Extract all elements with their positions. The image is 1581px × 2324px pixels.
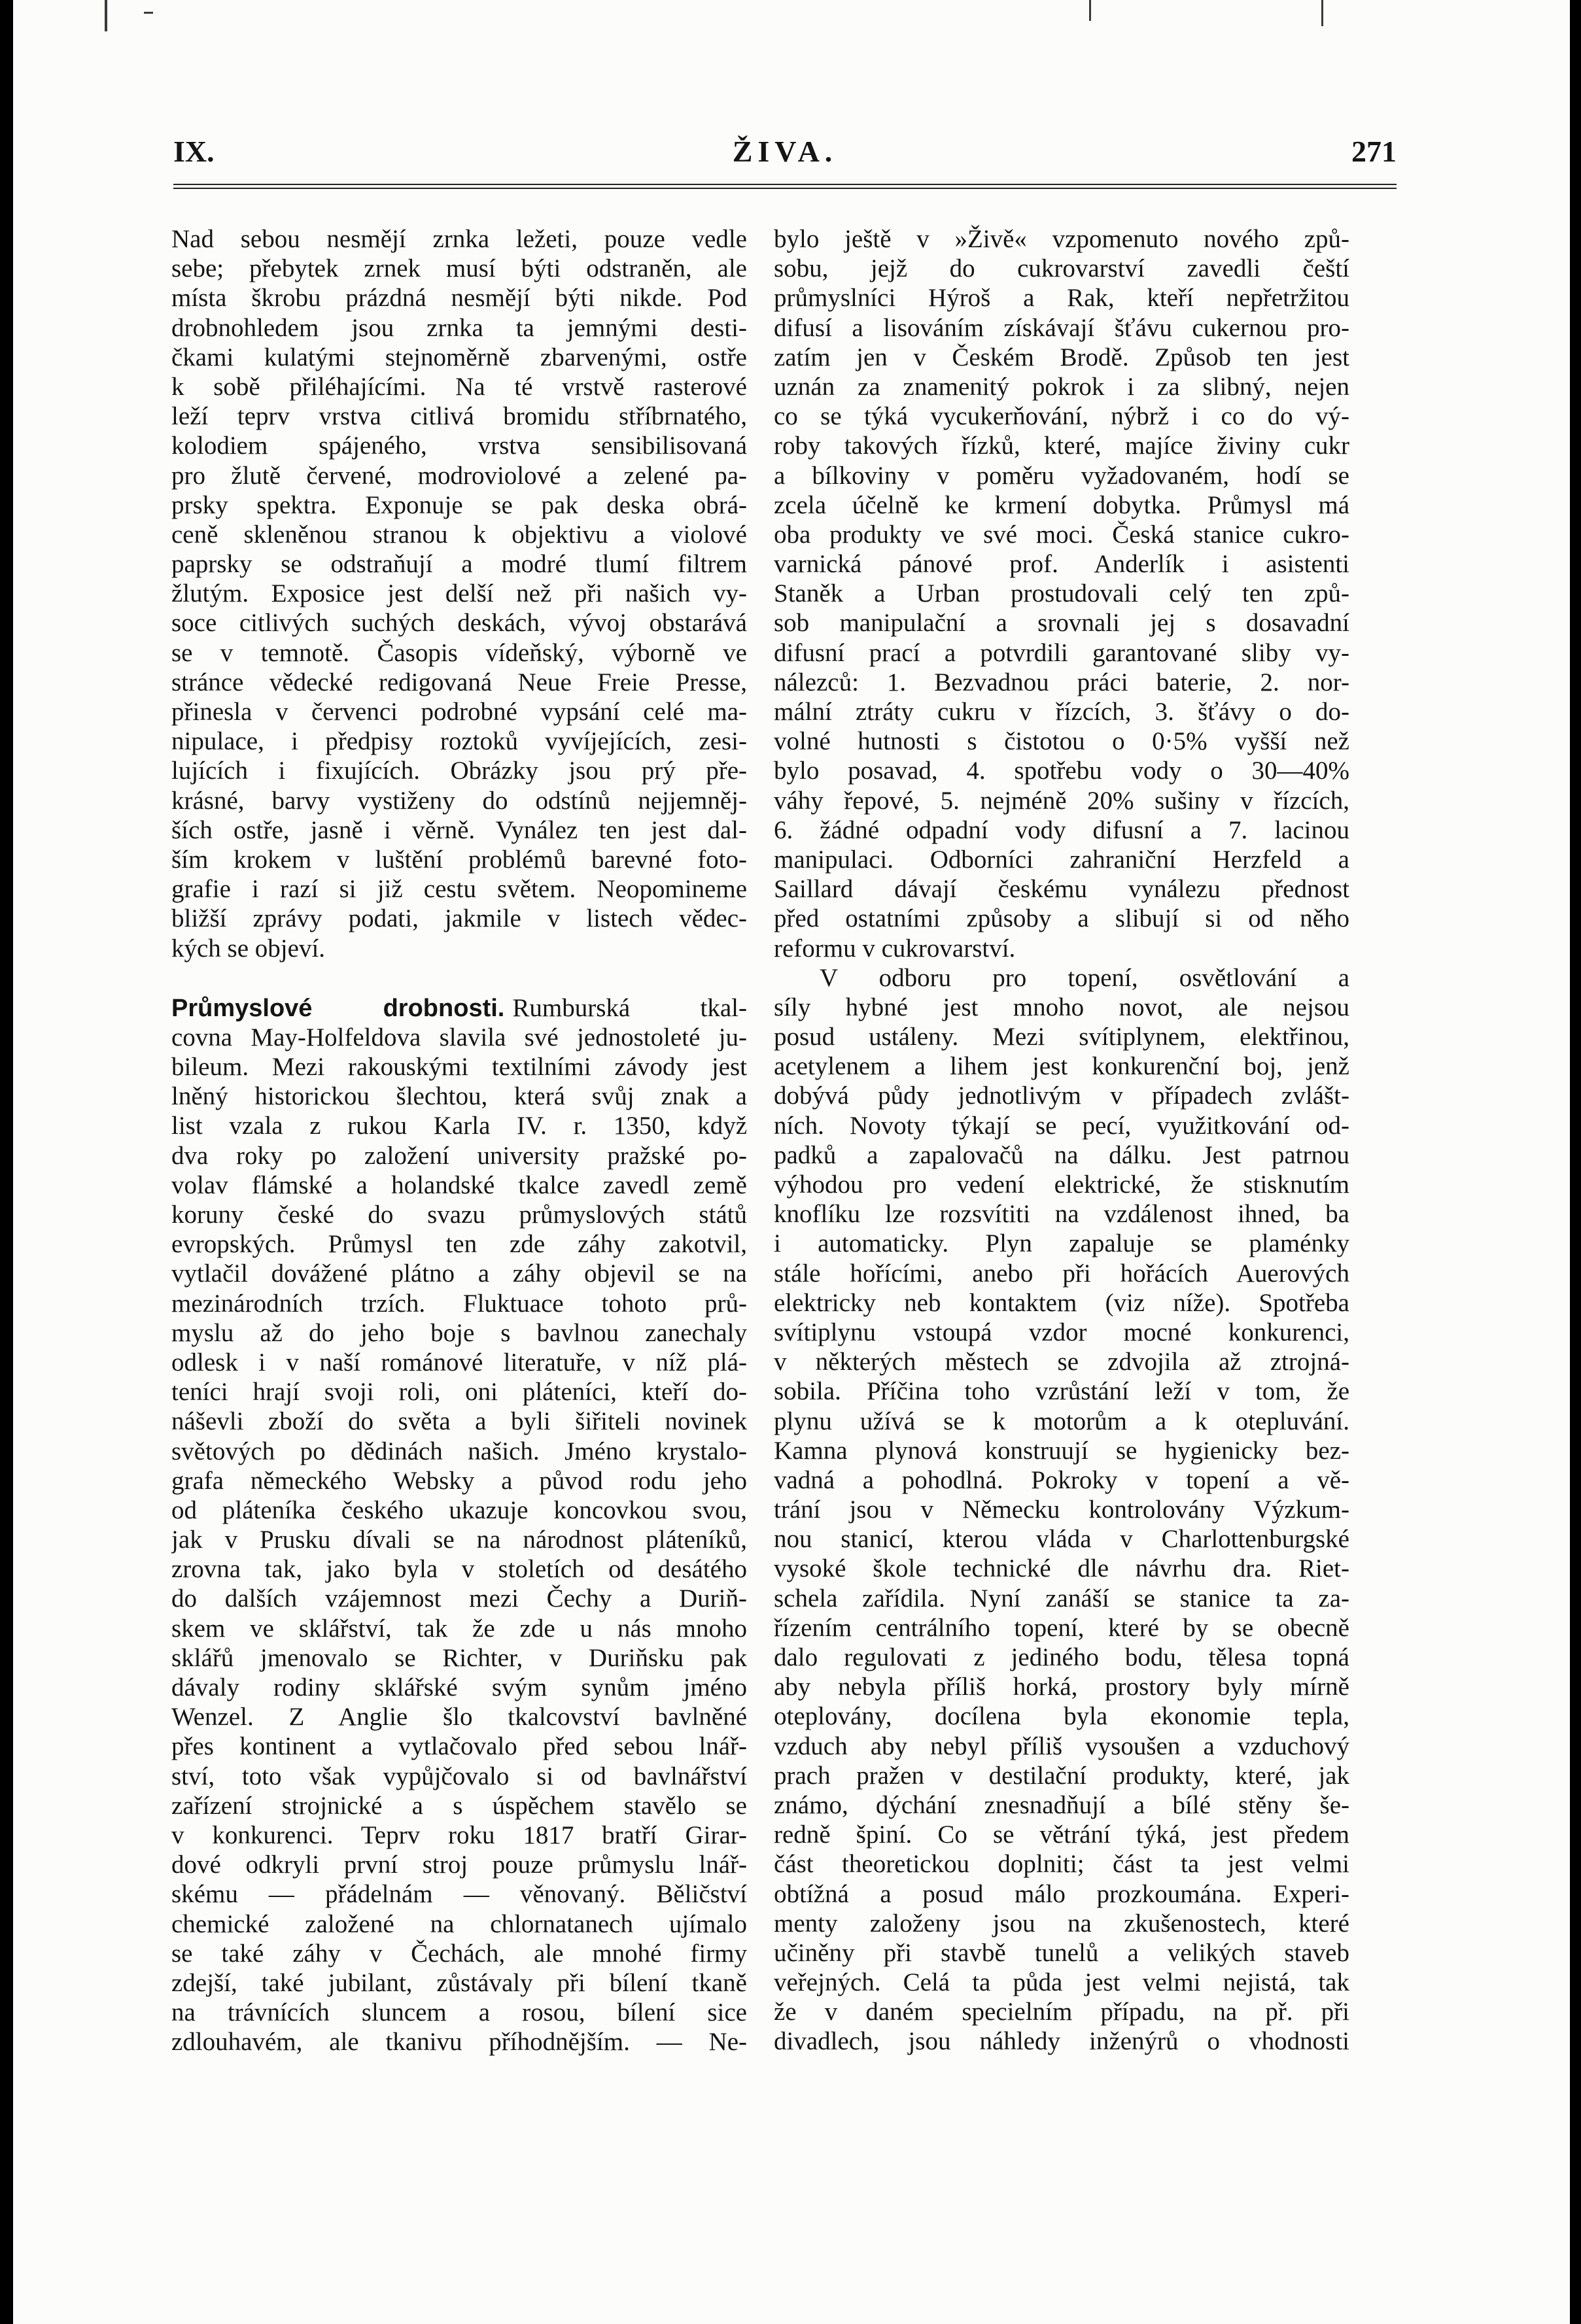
text-line: co se týká vycukerňování, nýbrž i co do vý- (774, 402, 1349, 431)
text-line: Rumburská tkal- (512, 993, 747, 1022)
text-line: kých se objeví. (171, 934, 326, 963)
text-line: zdejší, také jubilant, zůstávaly při bílení tkaně (171, 1968, 747, 1997)
scan-artifact (1089, 0, 1091, 21)
text-line: Kamna plynová konstruují se hygienicky bez- (774, 1436, 1349, 1465)
text-line: světových po dědinách našich. Jméno krystalo- (171, 1437, 747, 1465)
text-line: zrovna tak, jako byla v stoletích od desátého (171, 1555, 747, 1584)
text-line: jak v Prusku dívali se na národnost pláteníků, (171, 1526, 747, 1554)
text-line: zařízení strojnické a s úspěchem stavělo se (171, 1791, 747, 1820)
text-line: váhy řepové, 5. nejméně 20% sušiny v řízcích, (774, 786, 1349, 815)
text-line: drobnohledem jsou zrnka ta jemnými desti- (171, 313, 747, 342)
text-line: dávaly rodiny sklářské svým synům jméno (171, 1673, 747, 1701)
text-line: do dalších vzájemnost mezi Čechy a Duriň- (171, 1584, 747, 1613)
text-line: prach pražen v destilační produkty, které, jak (774, 1761, 1349, 1790)
text-line: ství, toto však vypůjčovalo si od bavlnářství (171, 1762, 747, 1790)
text-line: že v daném specielním případu, na př. při (774, 1998, 1349, 2026)
scan-artifact (144, 12, 153, 14)
text-line: sob manipulační a srovnali jej s dosavadní (774, 609, 1349, 638)
page-number: 271 (1351, 135, 1397, 168)
text-line: část theoretickou doplniti; část ta jest velmi (774, 1850, 1349, 1879)
text-line: kolodiem spájeného, vrstva sensibilisovaná (171, 432, 747, 460)
text-line: nálezců: 1. Bezvadnou práci baterie, 2. nor- (774, 668, 1349, 696)
header-rule (173, 184, 1397, 189)
text-line: prsky spektra. Exponuje se pak deska obrá- (171, 490, 747, 519)
text-line: lujících i fixujících. Obrázky jsou prý pře- (171, 757, 747, 785)
text-line: na trávnících sluncem a rosou, bílení sice (171, 1998, 747, 2027)
journal-title: ŽIVA. (732, 135, 838, 168)
text-line: roby takových řízků, které, majíce živiny cukr (774, 432, 1349, 460)
text-line: ceně skleněnou stranou k objektivu a violové (171, 520, 747, 549)
text-line: difusní prací a potvrdili garantované sliby vy- (774, 638, 1349, 667)
text-line: Wenzel. Z Anglie šlo tkalcovství bavlněné (171, 1703, 747, 1732)
text-line: oteplovány, docílena byla ekonomie tepla, (774, 1702, 1349, 1731)
text-line: stále hořícími, anebo při hořácích Auerových (774, 1259, 1349, 1288)
text-line: lněný historickou šlechtou, která svůj znak a (171, 1082, 747, 1111)
text-line: nipulace, i předpisy roztoků vyvíjejících, zesi- (171, 727, 747, 756)
text-line: pro žlutě červené, modroviolové a zelené pa- (171, 461, 747, 490)
text-line: paprsky se odstraňují a modré tlumí filtrem (171, 550, 747, 579)
text-line: dové odkryli první stroj pouze průmyslu lnář- (171, 1851, 747, 1879)
text-line: dalo regulovati z jediného bodu, tělesa topná (774, 1643, 1349, 1671)
text-line: vzduch aby nebyl příliš vysoušen a vzduchový (774, 1732, 1349, 1760)
text-line: list vzala z rukou Karla IV. r. 1350, když (171, 1112, 747, 1140)
text-line: a bílkoviny v poměru vyžadovaném, hodí se (774, 461, 1349, 490)
text-line: Nad sebou nesmějí zrnka ležeti, pouze vedle (171, 225, 747, 253)
text-line: trání jsou v Německu kontrolovány Výzkum- (774, 1495, 1349, 1524)
section-heading-line (171, 993, 747, 1023)
scan-artifact (105, 0, 107, 31)
text-line: V odboru pro topení, osvětlování a (820, 963, 1349, 992)
text-line: ším krokem v luštění problémů barevné foto- (171, 845, 747, 874)
text-line: síly hybné jest mnoho novot, ale nejsou (774, 993, 1349, 1021)
text-line: plynu užívá se k motorům a k otepluvání. (774, 1407, 1349, 1435)
text-line: dva roky po založení university pražské po- (171, 1141, 747, 1170)
text-line: před ostatními způsoby a slibují si od něho (774, 904, 1349, 933)
text-line: volné hutnosti s čistotou o 0·5% vyšší než (774, 727, 1349, 756)
text-line: vytlačil dovážené plátno a záhy objevil se na (171, 1259, 747, 1288)
text-line: zdlouhavém, ale tkanivu příhodnějším. — Ne- (171, 2028, 747, 2057)
text-line: soce citlivých suchých deskách, vývoj obstarává (171, 609, 747, 638)
text-line: 6. žádné odpadní vody difusní a 7. lacinou (774, 815, 1349, 844)
text-line: zcela účelně ke krmení dobytka. Průmysl má (774, 490, 1349, 519)
text-line: řízením centrálního topení, které by se obecně (774, 1613, 1349, 1642)
text-line: přes kontinent a vytlačovalo před sebou lnář- (171, 1732, 747, 1761)
text-line: vysoké škole technické dle návrhu dra. Riet- (774, 1554, 1349, 1583)
text-line: knoflíku lze rozsvítiti na vzdálenost ihned, ba (774, 1200, 1349, 1229)
text-line: svítiplynu vstoupá vzdor mocné konkurenci, (774, 1318, 1349, 1346)
volume-number: IX. (173, 135, 215, 168)
text-line: teníci hrají svoji roli, oni pláteníci, kteří do- (171, 1378, 747, 1407)
text-line: náševli zboží do světa a byli šiřiteli novinek (171, 1407, 747, 1436)
right-column (774, 224, 1349, 2057)
text-line: aby nebyla příliš horká, prostory byly mírně (774, 1673, 1349, 1701)
section-heading: Průmyslové drobnosti. (171, 994, 505, 1022)
text-line: bylo ještě v »Živě« vzpomenuto nového způ- (774, 225, 1349, 253)
text-line: obtížná a posud málo prozkoumána. Experi- (774, 1879, 1349, 1908)
text-line: výhodou pro vedení elektrické, že stisknutím (774, 1171, 1349, 1199)
text-line: chemické založené na chlornatanech ujímalo (171, 1909, 747, 1938)
text-line: i automaticky. Plyn zapaluje se plaménky (774, 1229, 1349, 1258)
text-line: posud ustáleny. Mezi svítiplynem, elektřinou, (774, 1023, 1349, 1051)
text-line: covna May-Holfeldova slavila své jednostoleté ju- (171, 1023, 747, 1051)
text-line: elektricky neb kontaktem (viz níže). Spotřeba (774, 1288, 1349, 1317)
text-line: místa škrobu prázdná nesmějí býti nikde. Pod (171, 284, 747, 313)
text-line: odlesk i v naší románové literatuře, v níž plá- (171, 1348, 747, 1376)
scan-artifact (1321, 0, 1323, 26)
text-line: se také záhy v Čechách, ale mnohé firmy (171, 1939, 747, 1968)
text-line: mezinárodních trzích. Fluktuace tohoto prů- (171, 1289, 747, 1318)
text-line: manipulaci. Odborníci zahraniční Herzfeld a (774, 845, 1349, 874)
text-line: ních. Novoty týkají se pecí, využitkování od- (774, 1111, 1349, 1140)
text-line: Saillard dávají českému vynálezu přednost (774, 875, 1349, 904)
text-line: veřejných. Celá ta půda jest velmi nejistá, tak (774, 1968, 1349, 1997)
text-line: přinesla v červenci podrobné vypsání celé ma- (171, 698, 747, 726)
text-line: divadlech, jsou náhledy inženýrů o vhodnosti (774, 2027, 1349, 2056)
text-line: skem ve sklářství, tak že zde u nás mnoho (171, 1614, 747, 1643)
text-line: mální ztráty cukru v řízcích, 3. šťávy o do- (774, 698, 1349, 726)
text-line: známo, dýchání znesnadňují a bílé stěny še- (774, 1790, 1349, 1819)
text-line: uznán za znamenitý pokrok i za slibný, nejen (774, 372, 1349, 401)
text-line: v některých městech se zdvojila až ztrojná- (774, 1348, 1349, 1376)
text-line: ších ostře, jasně i věrně. Vynález ten jest dal- (171, 815, 747, 844)
text-line: čkami kulatými stejnoměrně zbarvenými, ostře (171, 343, 747, 371)
text-line: schela zařídila. Nyní zanáší se stanice ta za- (774, 1584, 1349, 1613)
text-line: krásné, barvy vystiženy do odstínů nejjemněj- (171, 786, 747, 815)
text-line: sebe; přebytek zrnek musí býti odstraněn, ale (171, 254, 747, 283)
text-line: volav flámské a holandské tkalce zavedl země (171, 1171, 747, 1199)
left-column (171, 224, 747, 2057)
text-line: Staněk a Urban prostudovali celý ten způ- (774, 579, 1349, 608)
text-line: myslu až do jeho boje s bavlnou zanechaly (171, 1318, 747, 1347)
text-line: skému — přádelnám — věnovaný. Běličství (171, 1880, 747, 1909)
text-line: acetylenem a lihem jest konkurenční boj, jenž (774, 1052, 1349, 1081)
text-line: k sobě přiléhajícími. Na té vrstvě rasterové (171, 372, 747, 401)
text-line: padků a zapalovačů na dálku. Jest patrnou (774, 1140, 1349, 1169)
text-line: stránce vědecké redigovaná Neue Freie Presse, (171, 668, 747, 696)
text-line: se v temnotě. Časopis vídeňský, výborně ve (171, 638, 747, 667)
text-line: grafie i razí si již cestu světem. Neopomineme (171, 875, 747, 904)
text-line: difusí a lisováním získávají šťávu cukernou pro- (774, 313, 1349, 342)
text-line: vadná a pohodlná. Pokroky v topení a vě- (774, 1465, 1349, 1494)
text-line: učiněny při stavbě tunelů a velikých staveb (774, 1938, 1349, 1967)
text-line: od pláteníka českého ukazuje koncovkou svou, (171, 1495, 747, 1524)
text-line: bileum. Mezi rakouskými textilními závody jest (171, 1053, 747, 1082)
text-line: sobila. Příčina toho vzrůstání leží v tom, že (774, 1377, 1349, 1406)
text-line: průmyslníci Hýroš a Rak, kteří nepřetržitou (774, 284, 1349, 313)
text-line: zatím jen v Českém Brodě. Způsob ten jest (774, 343, 1349, 371)
text-line: sklářů jmenovalo se Richter, v Duriňsku pak (171, 1643, 747, 1672)
text-line: leží teprv vrstva citlivá bromidu stříbrnatého, (171, 402, 747, 431)
text-line: menty založeny jsou na zkušenostech, které (774, 1909, 1349, 1938)
text-line: evropských. Průmysl ten zde záhy zakotvil, (171, 1230, 747, 1259)
text-line: bylo posavad, 4. spotřebu vody o 30—40% (774, 757, 1349, 785)
text-line: oba produkty ve své moci. Česká stanice cukro- (774, 520, 1349, 549)
text-line: redně špiní. Co se větrání týká, jest předem (774, 1820, 1349, 1849)
text-line: dobývá půdy jednotlivým v případech zvlášt- (774, 1082, 1349, 1110)
text-line: varnická pánové prof. Anderlík i asistenti (774, 550, 1349, 579)
text-line: reformu v cukrovarství. (774, 934, 1016, 963)
scanned-page (13, 0, 1570, 2324)
text-line: žlutým. Exposice jest delší než při našich vy- (171, 579, 747, 608)
text-line: koruny české do svazu průmyslových států (171, 1201, 747, 1229)
text-line: v konkurenci. Teprv roku 1817 bratří Girar- (171, 1820, 747, 1849)
running-header (173, 134, 1397, 180)
text-line: bližší zprávy podati, jakmile v listech vědec- (171, 904, 747, 933)
text-line: sobu, jejž do cukrovarství zavedli čeští (774, 254, 1349, 283)
text-line: nou stanicí, kterou vláda v Charlottenburgské (774, 1525, 1349, 1554)
text-line: grafa německého Websky a původ rodu jeho (171, 1466, 747, 1495)
